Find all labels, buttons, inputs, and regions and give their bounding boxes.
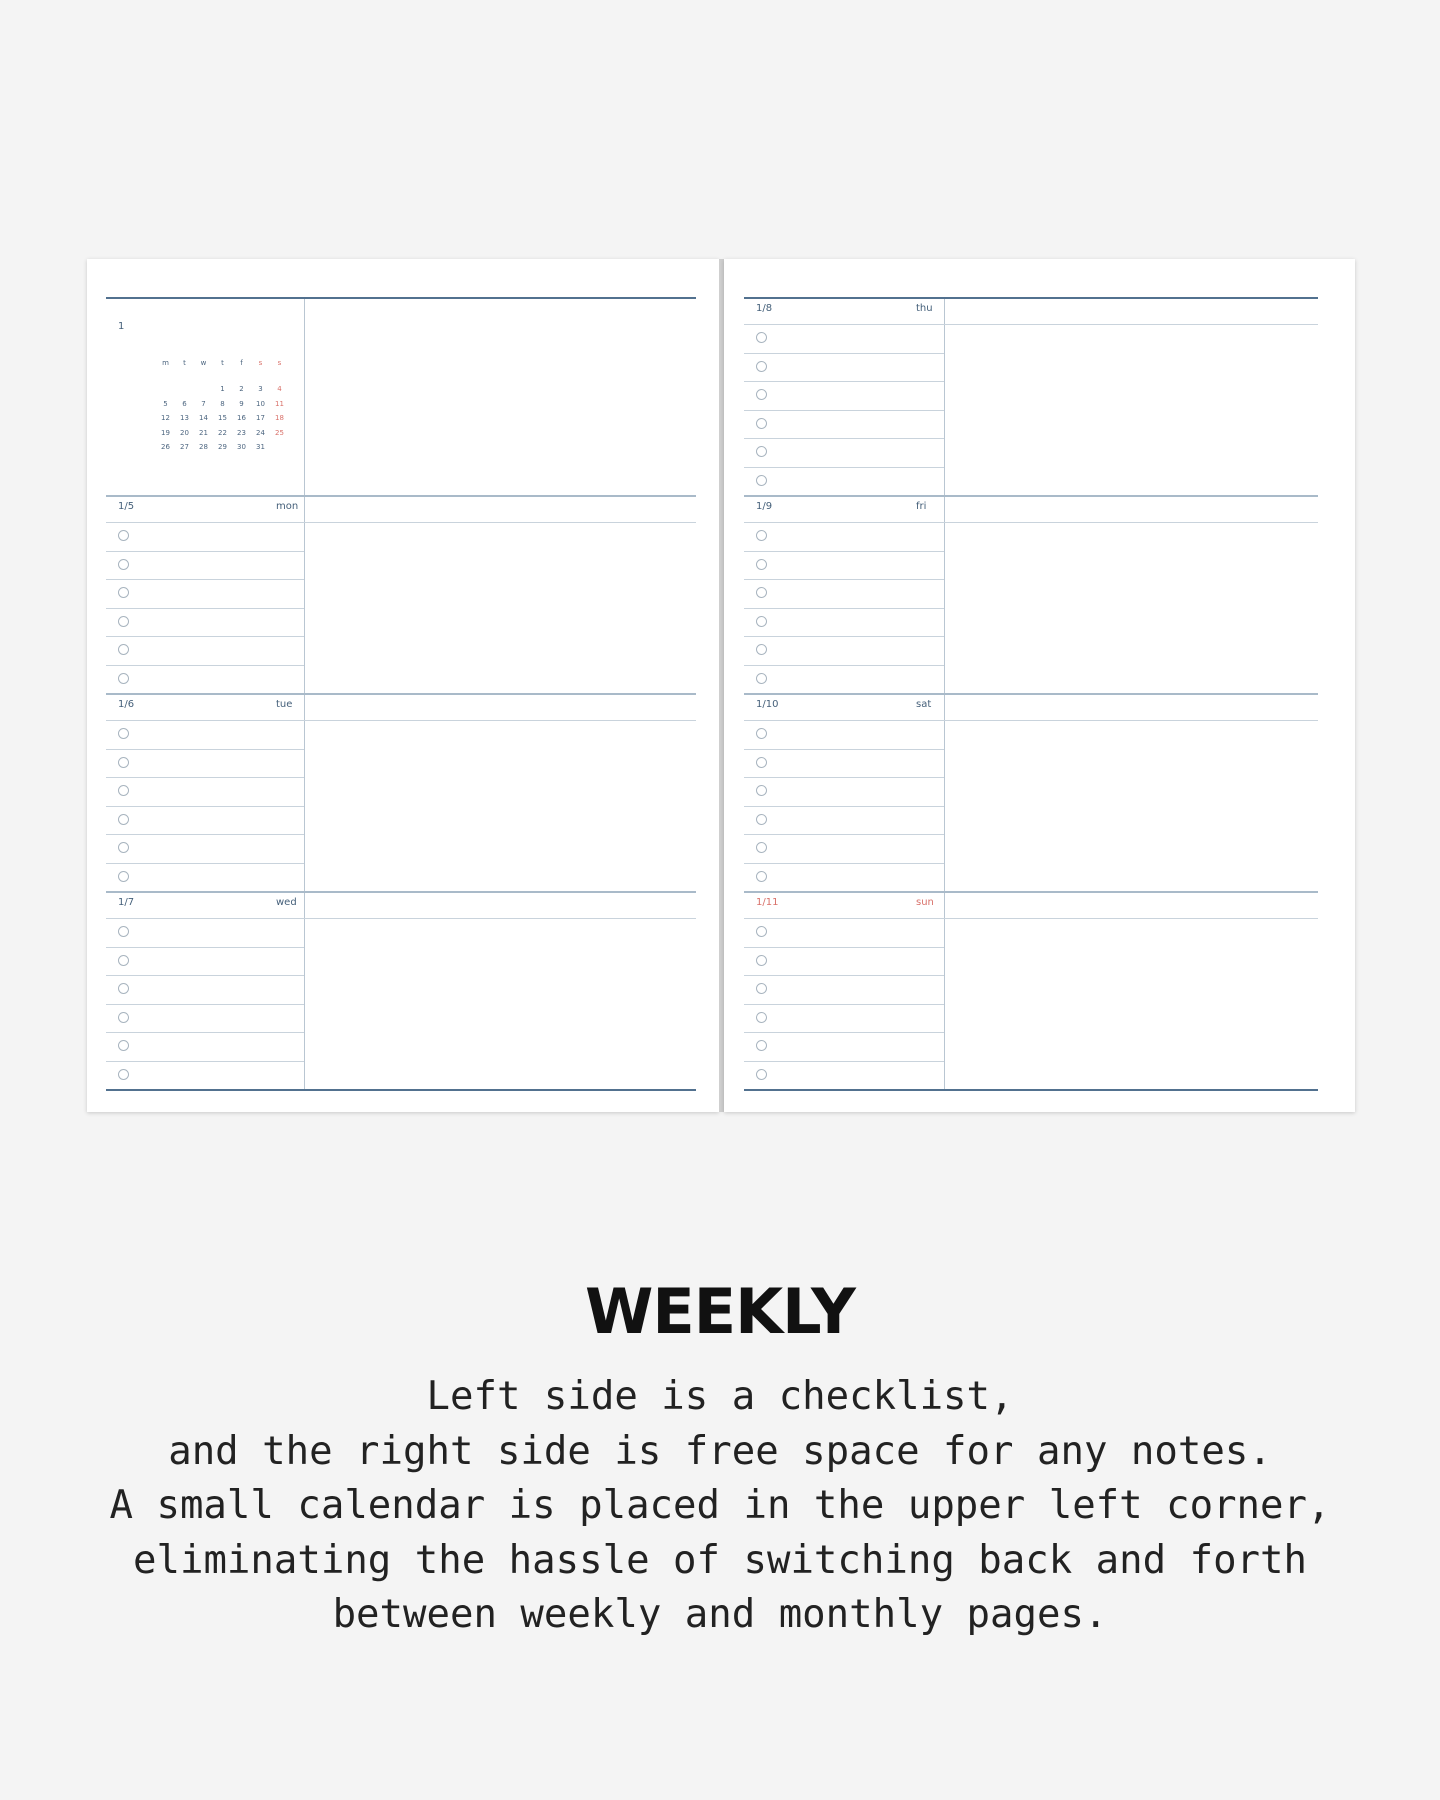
- checkbox-circle-icon: [756, 673, 767, 684]
- calendar-day: 8: [220, 399, 225, 408]
- day-date: 1/7: [118, 897, 135, 908]
- bottom-rule: [744, 1089, 1318, 1091]
- top-rule: [106, 297, 696, 299]
- checkbox-circle-icon: [118, 1069, 129, 1080]
- calendar-weekday: w: [200, 359, 207, 367]
- calendar-day: 14: [199, 414, 208, 422]
- checklist-row-rule: [744, 665, 944, 666]
- checklist-row-rule: [744, 467, 944, 468]
- calendar-weekday: t: [221, 359, 224, 367]
- checklist-row-rule: [744, 608, 944, 609]
- day-date: 1/11: [756, 897, 779, 908]
- checklist-row-rule: [744, 975, 944, 976]
- checkbox-circle-icon: [756, 983, 767, 994]
- checklist-row-rule: [744, 636, 944, 637]
- checkbox-circle-icon: [756, 955, 767, 966]
- checklist-row-rule: [744, 806, 944, 807]
- checklist-row-rule: [744, 863, 944, 864]
- checklist-row-rule: [106, 863, 304, 864]
- checkbox-circle-icon: [756, 842, 767, 853]
- day-header-rule: [744, 720, 1318, 721]
- day-header-rule: [106, 720, 696, 721]
- day-weekday: fri: [916, 501, 927, 512]
- day-date: 1/10: [756, 699, 779, 710]
- calendar-day: 30: [237, 443, 246, 451]
- calendar-day: 21: [199, 428, 208, 437]
- checklist-row-rule: [106, 608, 304, 609]
- checkbox-circle-icon: [756, 332, 767, 343]
- calendar-day: 18: [275, 414, 284, 422]
- checkbox-circle-icon: [756, 530, 767, 541]
- checkbox-circle-icon: [756, 361, 767, 372]
- checkbox-circle-icon: [756, 926, 767, 937]
- day-header-rule: [744, 324, 1318, 325]
- calendar-day: 20: [180, 428, 189, 437]
- checkbox-circle-icon: [756, 475, 767, 486]
- day-separator: [106, 891, 696, 893]
- day-separator: [744, 693, 1318, 695]
- description-line: A small calendar is placed in the upper left corner,: [109, 1483, 1331, 1528]
- checklist-row-rule: [106, 636, 304, 637]
- checkbox-circle-icon: [756, 871, 767, 882]
- checklist-row-rule: [106, 834, 304, 835]
- calendar-day: 11: [275, 399, 284, 408]
- day-header-rule: [106, 522, 696, 523]
- calendar-weekday: s: [277, 359, 282, 367]
- description-line: between weekly and monthly pages.: [332, 1592, 1108, 1637]
- top-rule: [744, 297, 1318, 299]
- checklist-row-rule: [744, 410, 944, 411]
- checkbox-circle-icon: [756, 446, 767, 457]
- checklist-row-rule: [744, 947, 944, 948]
- checklist-row-rule: [106, 777, 304, 778]
- day-date: 1/8: [756, 303, 773, 314]
- calendar-day: 5: [163, 399, 168, 408]
- description-line: and the right side is free space for any notes.: [168, 1428, 1272, 1474]
- checklist-row-rule: [106, 1004, 304, 1005]
- day-header-rule: [744, 918, 1318, 919]
- calendar-day: 26: [161, 443, 170, 451]
- checklist-row-rule: [106, 975, 304, 976]
- checklist-row-rule: [744, 1004, 944, 1005]
- day-date: 1/5: [118, 501, 135, 512]
- checklist-row-rule: [744, 1032, 944, 1033]
- checklist-row-rule: [744, 551, 944, 552]
- checklist-row-rule: [106, 947, 304, 948]
- checkbox-circle-icon: [756, 418, 767, 429]
- calendar-day: 10: [256, 399, 265, 408]
- checkbox-circle-icon: [756, 728, 767, 739]
- checklist-row-rule: [106, 665, 304, 666]
- calendar-day: 6: [182, 399, 187, 408]
- day-weekday: sat: [916, 699, 932, 710]
- calendar-day: 12: [161, 414, 170, 422]
- description-line: Left side is a checklist,: [426, 1374, 1014, 1419]
- left-page: [87, 259, 719, 1112]
- day-separator: [106, 693, 696, 695]
- calendar-day: 2: [239, 385, 244, 393]
- checkbox-circle-icon: [756, 559, 767, 570]
- checkbox-circle-icon: [118, 1012, 129, 1023]
- day-weekday: wed: [276, 897, 297, 908]
- checkbox-circle-icon: [118, 871, 129, 882]
- checkbox-circle-icon: [118, 785, 129, 796]
- calendar-weekday: t: [183, 359, 186, 367]
- checklist-row-rule: [744, 579, 944, 580]
- calendar-day: 1: [220, 385, 225, 393]
- bottom-rule: [106, 1089, 696, 1091]
- checkbox-circle-icon: [118, 926, 129, 937]
- right-page: [724, 259, 1355, 1112]
- checkbox-circle-icon: [118, 814, 129, 825]
- checklist-row-rule: [744, 1061, 944, 1062]
- day-header-rule: [744, 522, 1318, 523]
- calendar-day: 27: [180, 443, 189, 451]
- checklist-row-rule: [744, 353, 944, 354]
- checkbox-circle-icon: [756, 1012, 767, 1023]
- checkbox-circle-icon: [118, 842, 129, 853]
- checkbox-circle-icon: [118, 728, 129, 739]
- calendar-weekday: m: [162, 359, 169, 367]
- calendar-day: 31: [256, 443, 265, 451]
- checkbox-circle-icon: [756, 814, 767, 825]
- calendar-weekday: f: [240, 359, 243, 367]
- day-separator: [744, 495, 1318, 497]
- planner-spread: [87, 259, 1355, 1112]
- calendar-day: 3: [258, 385, 263, 393]
- checkbox-circle-icon: [118, 644, 129, 655]
- checkbox-circle-icon: [118, 559, 129, 570]
- calendar-day: 25: [275, 428, 284, 437]
- checkbox-circle-icon: [118, 616, 129, 627]
- checkbox-circle-icon: [118, 673, 129, 684]
- calendar-day: 13: [180, 414, 189, 422]
- calendar-day: 23: [237, 428, 246, 437]
- calendar-day: 24: [256, 428, 265, 437]
- checklist-row-rule: [106, 1061, 304, 1062]
- calendar-day: 17: [256, 414, 265, 422]
- calendar-day: 9: [239, 399, 244, 408]
- calendar-day: 28: [199, 443, 208, 451]
- checklist-row-rule: [106, 1032, 304, 1033]
- checkbox-circle-icon: [756, 1040, 767, 1051]
- day-weekday: tue: [276, 699, 293, 710]
- checklist-row-rule: [106, 579, 304, 580]
- checkbox-circle-icon: [756, 587, 767, 598]
- calendar-day: 16: [237, 414, 246, 422]
- day-separator: [106, 495, 696, 497]
- checkbox-circle-icon: [756, 389, 767, 400]
- checkbox-circle-icon: [756, 757, 767, 768]
- checklist-row-rule: [744, 749, 944, 750]
- day-separator: [744, 891, 1318, 893]
- checklist-row-rule: [744, 381, 944, 382]
- checkbox-circle-icon: [118, 757, 129, 768]
- calendar-day: 7: [201, 399, 206, 408]
- description: [0, 1370, 1440, 1643]
- checklist-row-rule: [106, 551, 304, 552]
- day-weekday: mon: [276, 501, 299, 512]
- checklist-row-rule: [106, 749, 304, 750]
- calendar-weekday: s: [258, 359, 263, 367]
- checklist-row-rule: [106, 806, 304, 807]
- calendar-month-label: 1: [118, 321, 125, 332]
- checkbox-circle-icon: [118, 530, 129, 541]
- calendar-day: 19: [161, 428, 170, 437]
- description-line: eliminating the hassle of switching back and forth: [133, 1537, 1307, 1583]
- day-date: 1/9: [756, 501, 773, 512]
- checklist-row-rule: [744, 438, 944, 439]
- checkbox-circle-icon: [756, 785, 767, 796]
- day-header-rule: [106, 918, 696, 919]
- checkbox-circle-icon: [118, 983, 129, 994]
- checklist-row-rule: [744, 834, 944, 835]
- day-weekday: thu: [916, 303, 933, 314]
- calendar-day: 29: [218, 443, 227, 451]
- checklist-row-rule: [744, 777, 944, 778]
- checkbox-circle-icon: [756, 616, 767, 627]
- day-date: 1/6: [118, 699, 135, 710]
- day-weekday: sun: [916, 897, 934, 908]
- checkbox-circle-icon: [118, 955, 129, 966]
- checkbox-circle-icon: [118, 587, 129, 598]
- checkbox-circle-icon: [756, 644, 767, 655]
- section-title: WEEKLY: [585, 1275, 855, 1348]
- checkbox-circle-icon: [756, 1069, 767, 1080]
- checkbox-circle-icon: [118, 1040, 129, 1051]
- calendar-day: 15: [218, 414, 227, 422]
- calendar-day: 4: [277, 385, 282, 393]
- calendar-day: 22: [218, 428, 227, 437]
